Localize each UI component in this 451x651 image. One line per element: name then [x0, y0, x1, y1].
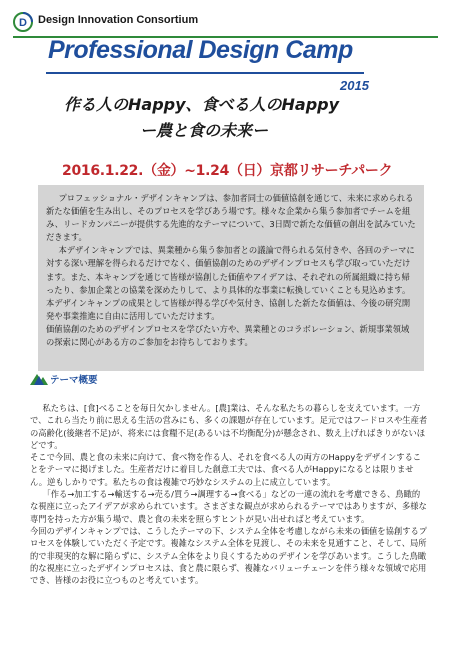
intro-paragraph: 価値協創のためのデザインプロセスを学びたい方や、異業種とのコラボレーション、新規事業領域の探索に関心がある方のご参加をお待ちしております。: [46, 323, 410, 348]
theme-paragraph: 「作る→加工する→輸送する→売る/買う→調理する→食べる」などの一連の流れを考慮できる、鳥瞰的な視座に立ったアイデアが求められています。さまざまな観点が求められるテーマではありますが、多様な専門を持った方が集う場で、農と食の未来を照らすヒントが見い出せればと考えています。: [30, 489, 427, 524]
logo-letter: D: [19, 17, 27, 29]
theme-paragraph: 今回のデザインキャンプでは、こうしたテーマの下、システム全体を考慮しながら未来の価値を協創するプロセスを体験していただく予定です。複雑なシステム全体を見渡し、その未来を見通すこと、そして、局所的で非現実的な解に陥らずに、システム全体をより良くするためのデザインを学びあいます。こうした鳥瞰的な視座に立ったデザインプロセスは、食と農に限らず、複雑なバリューチェーンを伴う様々な領域で応用でき、皆様のお役に立つものと考えています。: [30, 525, 428, 586]
theme-paragraph: そこで今回、農と食の未来に向けて、食べ物を作る人、それを食べる人の両方のHappyをデザインすることをテーマに掲げました。生産者だけに着目した創意工夫では、食べる人がHappyになるとは限りません。逆もしかりです。私たちの食は複雑で巧妙なシステムの上に成立しています。: [30, 452, 422, 487]
event-title: Professional Design Camp: [48, 36, 353, 64]
theme-paragraph: 私たちは、[食]べることを毎日欠かしません。[農]業は、そんな私たちの暮らしを支えています。一方で、これら当たり前に思える生活の営みにも、多くの課題が存在しています。足元ではフードロスや生産者の高齢化(後継者不足)が、将来には食糧不足(あるいは不均衡配分)が懸念され、数え上げればきりがないほどです。: [30, 403, 428, 450]
date-location: 2016.1.22.（金）~1.24（日）京都リサーチパーク: [62, 163, 393, 179]
intro-paragraph: 本デザインキャンプでは、異業種から集う参加者との議論で得られる気付きや、各回のテーマに対する深い理解を得られるだけでなく、価値協創のためのデザインプロセスも学び取っていただけます。また、本キャンプを通じて皆様が協創した価値やアイデアは、それぞれの所属組織に持ち帰ったり、参加企業との協業を深めたりして、より具体的な事業に転換していくことも見込めます。本デザインキャンプの成果として皆様が得る学びや気付き、協創した新たな価値は、今後の研究開発や事業推進に自由に活用していただけます。: [46, 245, 415, 321]
theme-heading: テーマ概要: [50, 375, 98, 386]
headline-main: 作る人のHappy、食べる人のHappy: [64, 95, 340, 114]
intro-box: [38, 185, 424, 371]
headline-sub: ー農と食の未来ー: [140, 121, 269, 140]
theme-body: [30, 402, 428, 586]
title-underline: [46, 72, 364, 74]
consortium-logo-icon: [13, 12, 33, 32]
theme-mountain-icon: [30, 370, 48, 386]
org-name: Design Innovation Consortium: [38, 14, 199, 26]
event-year: 2015: [340, 78, 369, 93]
intro-paragraph: プロフェッショナル・デザインキャンプは、参加者同士の価値協創を通じて、未来に求められる新たな価値を生み出し、そのプロセスを学びあう場です。様々な企業から集う参加者でチームを組み、リードカンパニーが提供する先進的なテーマについて、3日間で新たな価値の創出を試みていただきます。: [46, 193, 416, 243]
